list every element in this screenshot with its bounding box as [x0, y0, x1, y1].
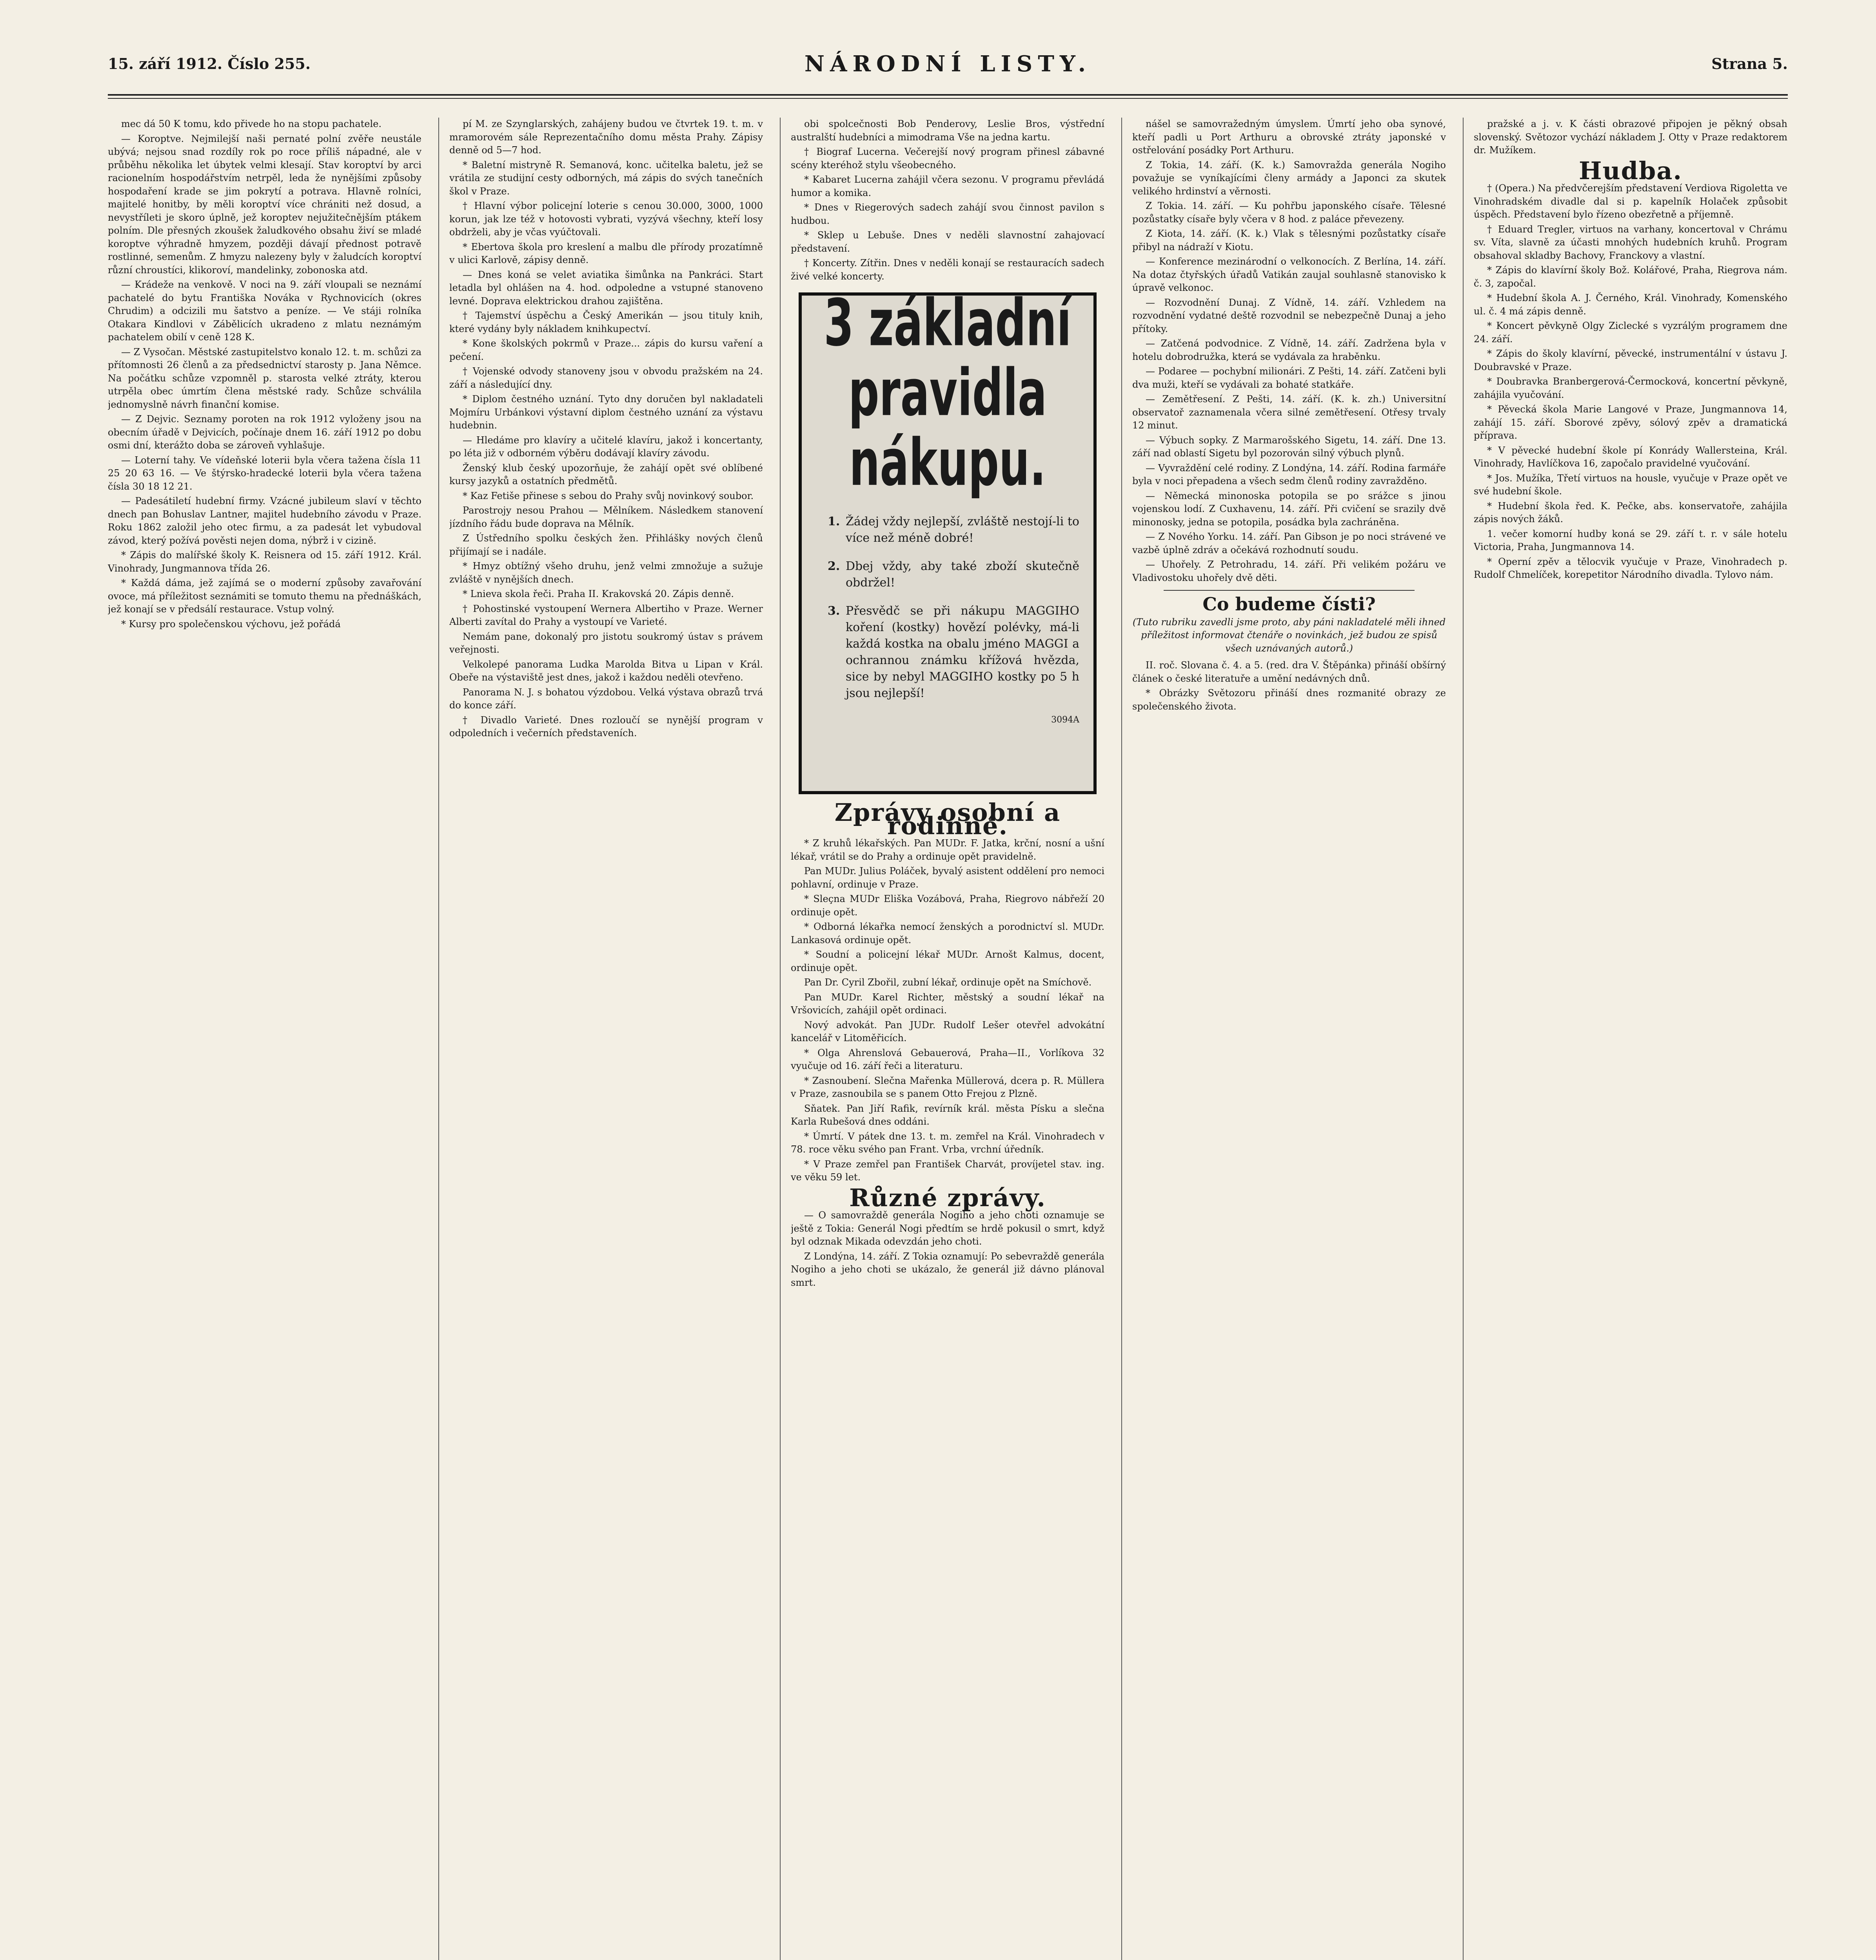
article-lucerna: † Biograf Lucerna. Večerejší nový program přinesl zábavné scény kteréhož stylu všeobecného. [791, 146, 1104, 171]
article-klaviry: — Hledáme pro klavíry a učitelé klavíru, jakož i koncertanty, po léta již v odborném výběru dodávají klavíry závodu. [449, 434, 763, 459]
article-zapis-kolarova: * Zápis do klavírní školy Bož. Kolářové, Praha, Riegrova nám. č. 3, započal. [1474, 265, 1787, 289]
article-advokat: Nový advokát. Pan JUDr. Rudolf Lešer otevřel advokátní kancelář v Litoměřicích. [791, 1019, 1104, 1044]
article-soudni-lekar: * Soudní a policejní lékař MUDr. Arnošt Kalmus, docent, ordinuje opět. [791, 949, 1104, 973]
article-padesatileti: — Padesátiletí hudební firmy. Vzácné jubileum slaví v těchto dnech pan Bohuslav Lantner, majitel hudebního závodu v Praze. Roku 1862 založil jeho otec firmu, a za padesát let vybudoval závod, který požívá pověsti nejen doma, nýbrž i v cizině. [108, 495, 421, 546]
article-zemetreseni: — Zemětřesení. Z Pešti, 14. září. (K. k. zh.) Universitní observatoř zaznamenala včera silné zemětřesení. Otřesy trvaly 12 minut. [1132, 394, 1446, 431]
article-panorama: Panorama N. J. s bohatou výzdobou. Velká výstava obrazů trvá do konce září. [449, 686, 763, 711]
article-slovan: II. roč. Slovana č. 4. a 5. (red. dra V. Štěpánka) přináší obšírný článek o české literatuře a umění nedávných dnů. [1132, 660, 1446, 684]
maggi-advertisement [799, 285, 1097, 794]
article-muzik: * Jos. Mužíka, Třetí virtuos na housle, vyučuje v Praze opět ve své hudební škole. [1474, 472, 1787, 497]
date-issue: 15. září 1912. Číslo 255. [108, 55, 311, 73]
ad-rule-text: Dbej vždy, aby také zboží skutečně obdržel! [846, 559, 1079, 590]
article-aviatik: — Dnes koná se velet aviatika šimůnka na Pankráci. Start letadla byl ohlášen na 4. hod. odpoledne a vstupné stanoveno levné. Doprava elektrickou drahou zajištěna. [449, 269, 763, 307]
article-paragraph: pí M. ze Szynglarských, zahájeny budou ve čtvrtek 19. t. m. v mramorovém sále Reprezentačního domu města Prahy. Zápisy denně od 5—7 hod. [449, 118, 763, 156]
article-operni-zpev: * Operní zpěv a tělocvik vyučuje v Praze, Vinohradech p. Rudolf Chmelíček, korepetitor Národního divadla. Tylovo nám. [1474, 556, 1787, 580]
article-tokio: Z Tokia, 14. září. (K. k.) Samovražda generála Nogiho považuje se vyníkajícími členy armády a Japonci za skutek velikého hrdinství a věrnosti. [1132, 159, 1446, 197]
article-policejni-loterie: † Hlavní výbor policejní loterie s cenou 30.000, 3000, 1000 korun, jak lze též v hotovosti vybrati, vyzývá všechny, kteří losy obdrželi, aby je včas vyúčtovali. [449, 200, 763, 238]
column-2 [449, 118, 763, 1960]
article-minonoska: — Německá minonoska potopila se po srážce s jinou vojenskou lodí. Z Cuxhavenu, 14. září. Při cvičení se srazily dvě minonosky, jedna se potopila, posádka byla zachráněna. [1132, 490, 1446, 528]
column-separator [1121, 118, 1122, 1960]
article-pohreb: Z Tokia. 14. září. — Ku pohřbu japonského císaře. Tělesné pozůstatky císaře byly včera v 8 hod. z paláce převezeny. [1132, 200, 1446, 225]
article-parostroje: Parostrojy nesou Prahou — Mělníkem. Následkem stanovení jízdního řádu bude doprava na Mělník. [449, 505, 763, 529]
article-doubravka: * Doubravka Branbergerová-Čermocková, koncertní pěvkyně, zahájila vyučování. [1474, 376, 1787, 400]
article-kaz: * Kaz Fetiše přinese s sebou do Prahy svůj novinkový soubor. [463, 490, 754, 501]
article-sklep: * Sklep u Lebuše. Dnes v neděli slavnostní zahajovací představení. [791, 230, 1104, 254]
article-svetozor: * Obrázky Světozoru přináší dnes rozmanité obrazy ze společenského života. [1132, 688, 1446, 712]
article-kradeze: — Krádeže na venkově. V noci na 9. září vloupali se neznámí pachatelé do bytu Františka Nováka v Rychnovicích (okres Chrudim) a odcizili mu šatstvo a peníze. — Ve stáji rolníka Otakara Kindlovi v Zábělicích ukradeno z mlatu neznámým pachatelem obilí v ceně 128 K. [108, 279, 421, 343]
article-konference: — Konference mezinárodní o velkonocích. Z Berlína, 14. září. Na dotaz čtyřských úřadů Vatikán zaujal souhlasně stanovisko k úpravě velkonoc. [1132, 256, 1446, 293]
article-satek: Sňatek. Pan Jiří Rafik, revírník král. města Písku a slečna Karla Rubešová dnes oddáni. [791, 1103, 1104, 1127]
column-separator [780, 118, 781, 1960]
article-zapis-skoly: * Zápis do školy klavírní, pěvecké, instrumentální v ústavu J. Doubravské v Praze. [1474, 348, 1787, 372]
section-heading-zpravy: Zprávy osobní a rodinné. [834, 798, 1061, 840]
article-alberti: † Pohostinské vystoupení Wernera Albertiho v Praze. Werner Alberti zavítal do Prahy a vystoupí ve Varieté. [449, 603, 763, 627]
ad-title: 3 základní pravidla nákupu. [824, 285, 1071, 501]
article-semanova: * Baletní mistryně R. Semanová, konc. učitelka baletu, jež se vrátila ze studijní cesty odborných, má zápis do svých tanečních škol v Praze. [449, 159, 763, 197]
article-lekarka: * Odborná lékařka nemocí ženských a porodnictví sl. MUDr. Lankasová ordinuje opět. [791, 921, 1104, 946]
newspaper-title: NÁRODNÍ LISTY. [804, 51, 1091, 77]
article-skola-reci: * Lnieva skola řeči. Praha II. Krakovská 20. Zápis denně. [463, 588, 734, 599]
article-vrazda: — Vyvraždění celé rodiny. Z Londýna, 14. září. Rodina farmáře byla v noci přepadena a všech sedm členů rodiny zavražděno. [1132, 462, 1446, 486]
article-odvody: † Vojenské odvody stanoveny jsou v obvodu pražském na 24. září a následující dny. [449, 366, 763, 390]
column-separator [438, 118, 439, 1960]
article-kioto: Z Kiota, 14. září. (K. k.) Vlak s tělesnými pozůstatky císaře přibyl na nádraží v Kiotu. [1132, 228, 1446, 252]
ad-signature: 3094A [1051, 715, 1079, 725]
article-pavilon: * Dnes v Riegerových sadech zahájí svou činnost pavilon s hudbou. [791, 202, 1104, 226]
section-rule [1164, 590, 1415, 591]
article-sopka: — Výbuch sopky. Z Marmarošského Sigetu, 14. září. Dne 13. září nad oblastí Sigetu byl pozorován silný výbuch plynů. [1132, 434, 1446, 459]
ad-rule-text: Žádej vždy nejlepší, zvláště nestojí-li to více než méně dobré! [846, 515, 1079, 545]
article-langova: * Pěvecká škola Marie Langové v Praze, Jungmannova 14, zahájí 15. září. Sborové zpěvy, sólový zpěv a dramatická příprava. [1474, 404, 1787, 441]
column-5 [1474, 118, 1787, 1960]
ad-rule [828, 603, 1079, 702]
article-richter: Pan MUDr. Karel Richter, městský a soudní lékař na Vršovicích, zahájil opět ordinaci. [791, 991, 1104, 1016]
section-heading-budeme: Co budeme čísti? [1202, 593, 1376, 615]
ad-rule [828, 514, 1079, 546]
article-dunaj: — Rozvodnění Dunaj. Z Vídně, 14. září. Vzhledem na rozvodnění vydatné deště rozvodnil se nebezpečně Dunaj a jeho přítoky. [1132, 297, 1446, 334]
section-heading-hudba: Hudba. [1578, 156, 1683, 185]
article-hudebni-skola: * Hudební škola A. J. Černého, Král. Vinohrady, Komenského ul. č. 4 má zápis denně. [1474, 292, 1787, 317]
columns [108, 118, 1788, 1960]
article-ustredni-spolek: Z Ústředního spolku českých žen. Přihlášky nových členů přijímají se i nadále. [449, 533, 763, 557]
article-panorama-lipany: Velkolepé panorama Ludka Marolda Bitva u Lipan v Král. Obeře na výstaviště jest dnes, jakož i každou neděli otevřeno. [449, 659, 763, 683]
article-diplom: * Diplom čestného uznání. Tyto dny doručen byl nakladateli Mojmíru Urbánkovi výstavní diplom čestného uznání za výstavu hudebnin. [449, 394, 763, 431]
section-heading-ruzne: Různé zprávy. [849, 1183, 1046, 1212]
article-polacek: Pan MUDr. Julius Poláček, byvalý asistent oddělení pro nemoci pohlavní, ordinuje v Praze. [791, 866, 1104, 890]
article-tregler: † Eduard Tregler, virtuos na varhany, koncertoval v Chrámu sv. Víta, slavně za účasti mnohých hudebních kruhů. Program obsahoval skladby Bachovy, Franckovy a vlastní. [1474, 223, 1787, 261]
article-charvat: * V Praze zemřel pan František Charvát, províjetel stav. ing. ve věku 59 let. [791, 1158, 1104, 1183]
ad-rules-list [828, 514, 1079, 702]
article-ustav: Nemám pane, dokonalý pro jistotu soukromý ústav s právem veřejnosti. [449, 631, 763, 655]
article-zensky-klub: Ženský klub český upozorňuje, že zahájí opět své oblíbené kursy jazyků a ostatních předmětů. [449, 462, 763, 486]
article-varieté: † Divadlo Varieté. Dnes rozloučí se nynější program v odpoledních i večerních představeních. [449, 714, 763, 739]
ad-rule-number: 3. [828, 604, 840, 618]
section-note: (Tuto rubriku zavedli jsme proto, aby páni nakladatelé měli ihned příležitost informovat čtenáře o novinkách, jež budou ze spisů všech uznávaných autorů.) [1132, 616, 1446, 654]
article-koncert-ziclecke: * Koncert pěvkyně Olgy Ziclecké s vyzrálým programem dne 24. září. [1474, 320, 1787, 345]
article-paragraph: nášel se samovražedným úmyslem. Úmrtí jeho oba synové, kteří padli u Port Arthuru a obrovské ztráty japonské v ostřelování posádky Port Arthuru. [1132, 118, 1446, 156]
article-gebauerova: * Olga Ahrenslová Gebauerová, Praha—II., Vorlíkova 32 vyučuje od 16. září řeči a literaturu. [791, 1047, 1104, 1071]
header-rule [108, 94, 1788, 99]
article-loterie: — Loterní tahy. Ve vídeňské loterii byla včera tažena čísla 11 25 20 63 16. — Ve štýrsko-hradecké loterii byla včera tažena čísla 30 18 12 21. [108, 454, 421, 492]
ad-rule-number: 2. [828, 559, 840, 573]
article-milionari: — Podaree — pochybní milionári. Z Pešti, 14. září. Zatčeni byli dva muži, kteří se vydávali za bohaté statkáře. [1132, 366, 1446, 390]
article-vysocany: — Z Vysočan. Městské zastupitelstvo konalo 12. t. m. schůzi za přítomnosti 26 členů a za předsednictví starosty p. Jana Němce. Na počátku schůze vzpomněl p. starosta velké ztráty, kterou utrpěla obec úmrtím člena městské rady. Schůze schválila jednomyslně návrh finanční komise. [108, 346, 421, 410]
article-paragraph: mec dá 50 K tomu, kdo přivede ho na stopu pachatele. [121, 118, 382, 129]
article-kabaret: * Kabaret Lucerna zahájil včera sezonu. V programu převládá humor a komika. [791, 174, 1104, 198]
article-umrti: * Úmrtí. V pátek dne 13. t. m. zemřel na Král. Vinohradech v 78. roce věku svého pan Frant. Vrba, vrchní úředník. [791, 1131, 1104, 1155]
article-dama: * Každá dáma, jež zajímá se o moderní způsoby zavařování ovoce, má příležitost seznámiti se tomuto themu na přednáškách, jež konají se v předsálí restaurace. Vstup volný. [108, 577, 421, 615]
article-dejvice: — Z Dejvic. Seznamy poroten na rok 1912 vyloženy jsou na obecním úřadě v Dejvicích, počínaje dnem 16. září 1912 po dobu osmi dní, kterážto doba se zároveň vyhlašuje. [108, 414, 421, 451]
article-zboril: Pan Dr. Cyril Zbořil, zubní lékař, ordinuje opět na Smíchově. [804, 977, 1092, 988]
ad-rule [828, 558, 1079, 591]
article-reisner: * Zápis do malířské školy K. Reisnera od 15. září 1912. Král. Vinohrady, Jungmannova třída 26. [108, 550, 421, 574]
article-pecka: * Hudební škola řed. K. Pečke, abs. konservatoře, zahájila zápis nových žáků. [1474, 500, 1787, 524]
article-komorni-vecer: 1. večer komorní hudby koná se 29. září t. r. v sále hotelu Victoria, Praha, Jungmannova 14. [1474, 528, 1787, 552]
article-kone: * Kone školských pokrmů v Praze... zápis do kursu vaření a pečení. [449, 338, 763, 362]
article-nogi: — O samovraždě generála Nogiho a jeho choti oznamuje se ještě z Tokia: Generál Nogi předtím se hrdě pokusil o smrt, když byl odznak Mikada odevzdán jeho choti. [791, 1210, 1104, 1247]
ad-rule-number: 1. [828, 515, 840, 528]
article-vozabova: * Sleçna MUDr Eliška Vozábová, Praha, Riegrovo nábřeží 20 ordinuje opět. [791, 893, 1104, 918]
article-paragraph: obi spolcečnosti Bob Penderovy, Leslie Bros, výstřední australští hudebníci a mimodrama Vše na jedna kartu. [791, 118, 1104, 143]
article-gibson: — Z Nového Yorku. 14. září. Pan Gibson je po noci strávené ve vazbě úplně zdráv a očekává rozhodnutí soudu. [1132, 531, 1446, 555]
article-uhorely: — Uhořely. Z Petrohradu, 14. září. Při velikém požáru ve Vladivostoku uhořely dvě děti. [1132, 559, 1446, 583]
column-3 [791, 118, 1104, 1960]
ad-rule-text: Přesvědč se při nákupu MAGGIHO koření (kostky) hovězí polévky, má-li každá kostka na obalu jméno MAGGI a ochrannou známku křížová hvězda, sice by nebyl MAGGIHO kostky po 5 h jsou nejlepší! [846, 604, 1079, 700]
article-kursy: * Kursy pro společenskou výchovu, jež pořádá [121, 618, 341, 630]
page-number: Strana 5. [1711, 55, 1788, 73]
article-opera: † (Opera.) Na předvčerejším představení Verdiova Rigoletta ve Vinohradském divadle dal si p. kapelník Holaček způsobit úspěch. Představení bylo řízeno obezřetně a příjemně. [1474, 183, 1787, 220]
article-tajemstvi: † Tajemství úspěchu a Český Amerikán — jsou tituly knih, které vydány byly nákladem knihkupectví. [449, 310, 763, 334]
article-wallerstein: * V pěvecké hudební škole pí Konrády Wallersteina, Král. Vinohrady, Havlíčkova 16, započalo pravidelné vyučování. [1474, 445, 1787, 469]
page-header [108, 51, 1788, 98]
article-ebertova: * Ebertova škola pro kreslení a malbu dle přírody prozatímně v ulici Karlově, zápisy denně. [449, 241, 763, 265]
article-podvodnice: — Zatčená podvodnice. Z Vídně, 14. září. Zadržena byla v hotelu dobrodružka, která se vydávala za hraběnku. [1132, 338, 1446, 362]
article-hmyz: * Hmyz obtížný všeho druhu, jenž velmi zmnožuje a sužuje zvláště v nynějších dnech. [449, 561, 763, 585]
article-krulik: * Z kruhů lékařských. Pan MUDr. F. Jatka, krční, nosní a ušní lékař, vrátil se do Prahy a ordinuje opět pravidelně. [791, 838, 1104, 862]
column-1 [108, 118, 421, 1960]
article-paragraph: pražské a j. v. K části obrazové připojen je pěkný obsah slovenský. Světozor vychází nákladem J. Otty v Praze redaktorem dr. Mužíkem. [1474, 118, 1787, 156]
column-separator [1463, 118, 1464, 1960]
article-zasnubeni: * Zasnoubení. Slečna Mařenka Müllerová, dcera p. R. Müllera v Praze, zasnoubila se s panem Otto Frejou z Plzně. [791, 1075, 1104, 1099]
article-koroptve: — Koroptve. Nejmilejší naši pernaté polní zvěře neustále ubývá; nejsou snad rozdíly rok po roce příliš nápadné, ale v průběhu několika let úbytek velmi klesají. Stav koroptví by arci racionelním hospodářstvím netrpěl, leda že nynějšími způsoby hospodaření krade se jim pokrytí a potrava. Hlavně rolníci, majitelé honitby, by měli koroptví více chrániti než dosud, a nevystříleti je skoro úplně, jež koroptev nejužitečnějším ptákem polním. Dle přesných zkoušek žaludkového obsahu živí se mladé koroptve výhradně hmyzem, později dávají přednost potravě rostlinné, semenům. Z hmyzu nalezeny byly v žaludcích koroptví různí chroustíci, klikoroví, mandelinky, zobonoska atd. [108, 133, 421, 276]
column-4 [1132, 118, 1446, 1960]
article-koncerty: † Koncerty. Zítřin. Dnes v neděli konají se restauracích sadech živé velké koncerty. [791, 258, 1104, 282]
article-londyn: Z Londýna, 14. září. Z Tokia oznamují: Po sebevraždě generála Nogiho a jeho choti se ukázalo, že generál již dávno plánoval smrt. [791, 1250, 1104, 1288]
